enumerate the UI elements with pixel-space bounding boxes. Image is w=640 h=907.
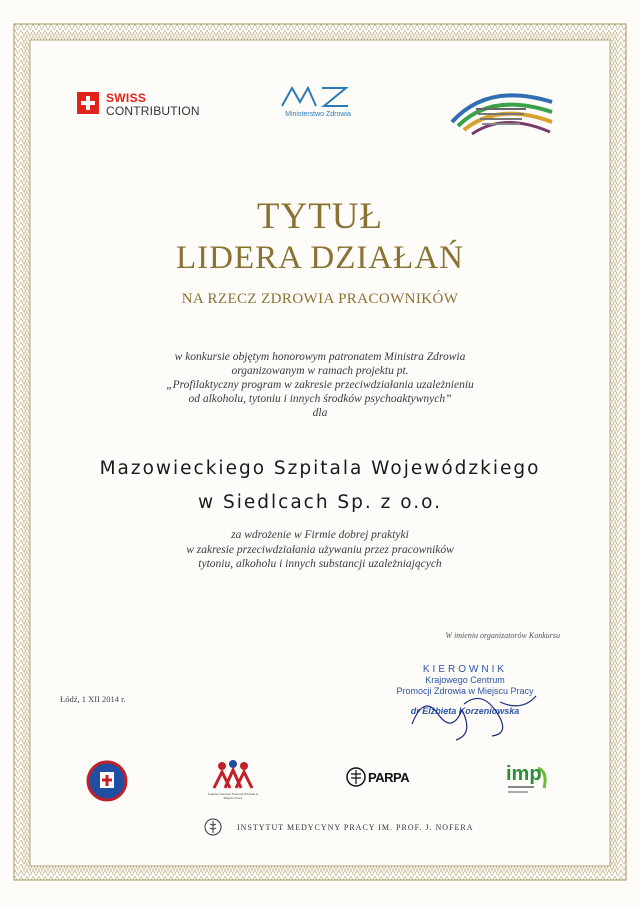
- ministry-logo-icon: [280, 84, 352, 110]
- stamp-name: dr Elżbieta Korzeniowska: [410, 706, 520, 716]
- practice-line: tytoniu, alkoholu i innych substancji uzależniających: [198, 558, 442, 570]
- practice-text: [0, 528, 640, 572]
- title-line2: LIDERA DZIAŁAŃ: [175, 240, 465, 276]
- kzp-caption: Krajowe Centrum Promocji Zdrowia w Miejscu Pracy: [207, 792, 259, 800]
- program-swoosh-logo: [448, 82, 556, 140]
- stamp-line2: Krajowego Centrum: [425, 675, 505, 685]
- institute-emblem-icon: [204, 818, 222, 836]
- practice-line: za wdrożenie w Firmie dobrej praktyki: [231, 529, 409, 541]
- recipient-line2: w Siedlcach Sp. z o.o.: [197, 492, 443, 513]
- recipient-line1: Mazowieckiego Szpitala Wojewódzkiego: [99, 458, 541, 479]
- intro-line: w konkursie objętym honorowym patronatem Ministra Zdrowia: [174, 351, 466, 363]
- swiss-logo-line2: CONTRIBUTION: [106, 104, 200, 118]
- intro-line: organizowanym w ramach projektu pt.: [231, 365, 409, 377]
- title-line1: TYTUŁ: [256, 196, 384, 237]
- practice-line: w zakresie przeciwdziałania używaniu przez pracowników: [186, 543, 454, 556]
- intro-line: dla: [312, 407, 328, 419]
- organizer-label: W imieniu organizatorów Konkursu: [445, 631, 560, 640]
- sanitary-inspection-badge: [86, 760, 128, 802]
- parpa-emblem-icon: [346, 766, 366, 788]
- intro-line: od alkoholu, tytoniu i innych środków psychoaktywnych”: [188, 393, 452, 405]
- swiss-logo-line1: SWISS: [106, 91, 147, 105]
- intro-text: [0, 350, 640, 420]
- institute-name: INSTYTUT MEDYCYNY PRACY IM. PROF. J. NOFERA: [237, 823, 474, 832]
- imp-logo-text: imp: [506, 763, 542, 785]
- title-line3: NA RZECZ ZDROWIA PRACOWNIKÓW: [181, 291, 459, 307]
- swiss-cross-icon: [77, 92, 99, 114]
- imp-logo-icon: [504, 758, 552, 800]
- intro-line: „Profilaktyczny program w zakresie przeciwdziałania uzależnieniu: [166, 379, 474, 391]
- kzp-people-logo: [210, 758, 256, 792]
- signature: [404, 684, 544, 744]
- issue-date: Łódź, 1 XII 2014 r.: [60, 694, 126, 704]
- stamp-line3: Promocji Zdrowia w Miejscu Pracy: [396, 686, 534, 696]
- parpa-logo: PARPA: [368, 770, 410, 785]
- ministry-caption: Ministerstwo Zdrowia: [285, 111, 351, 118]
- stamp-title: KIEROWNIK: [422, 664, 508, 675]
